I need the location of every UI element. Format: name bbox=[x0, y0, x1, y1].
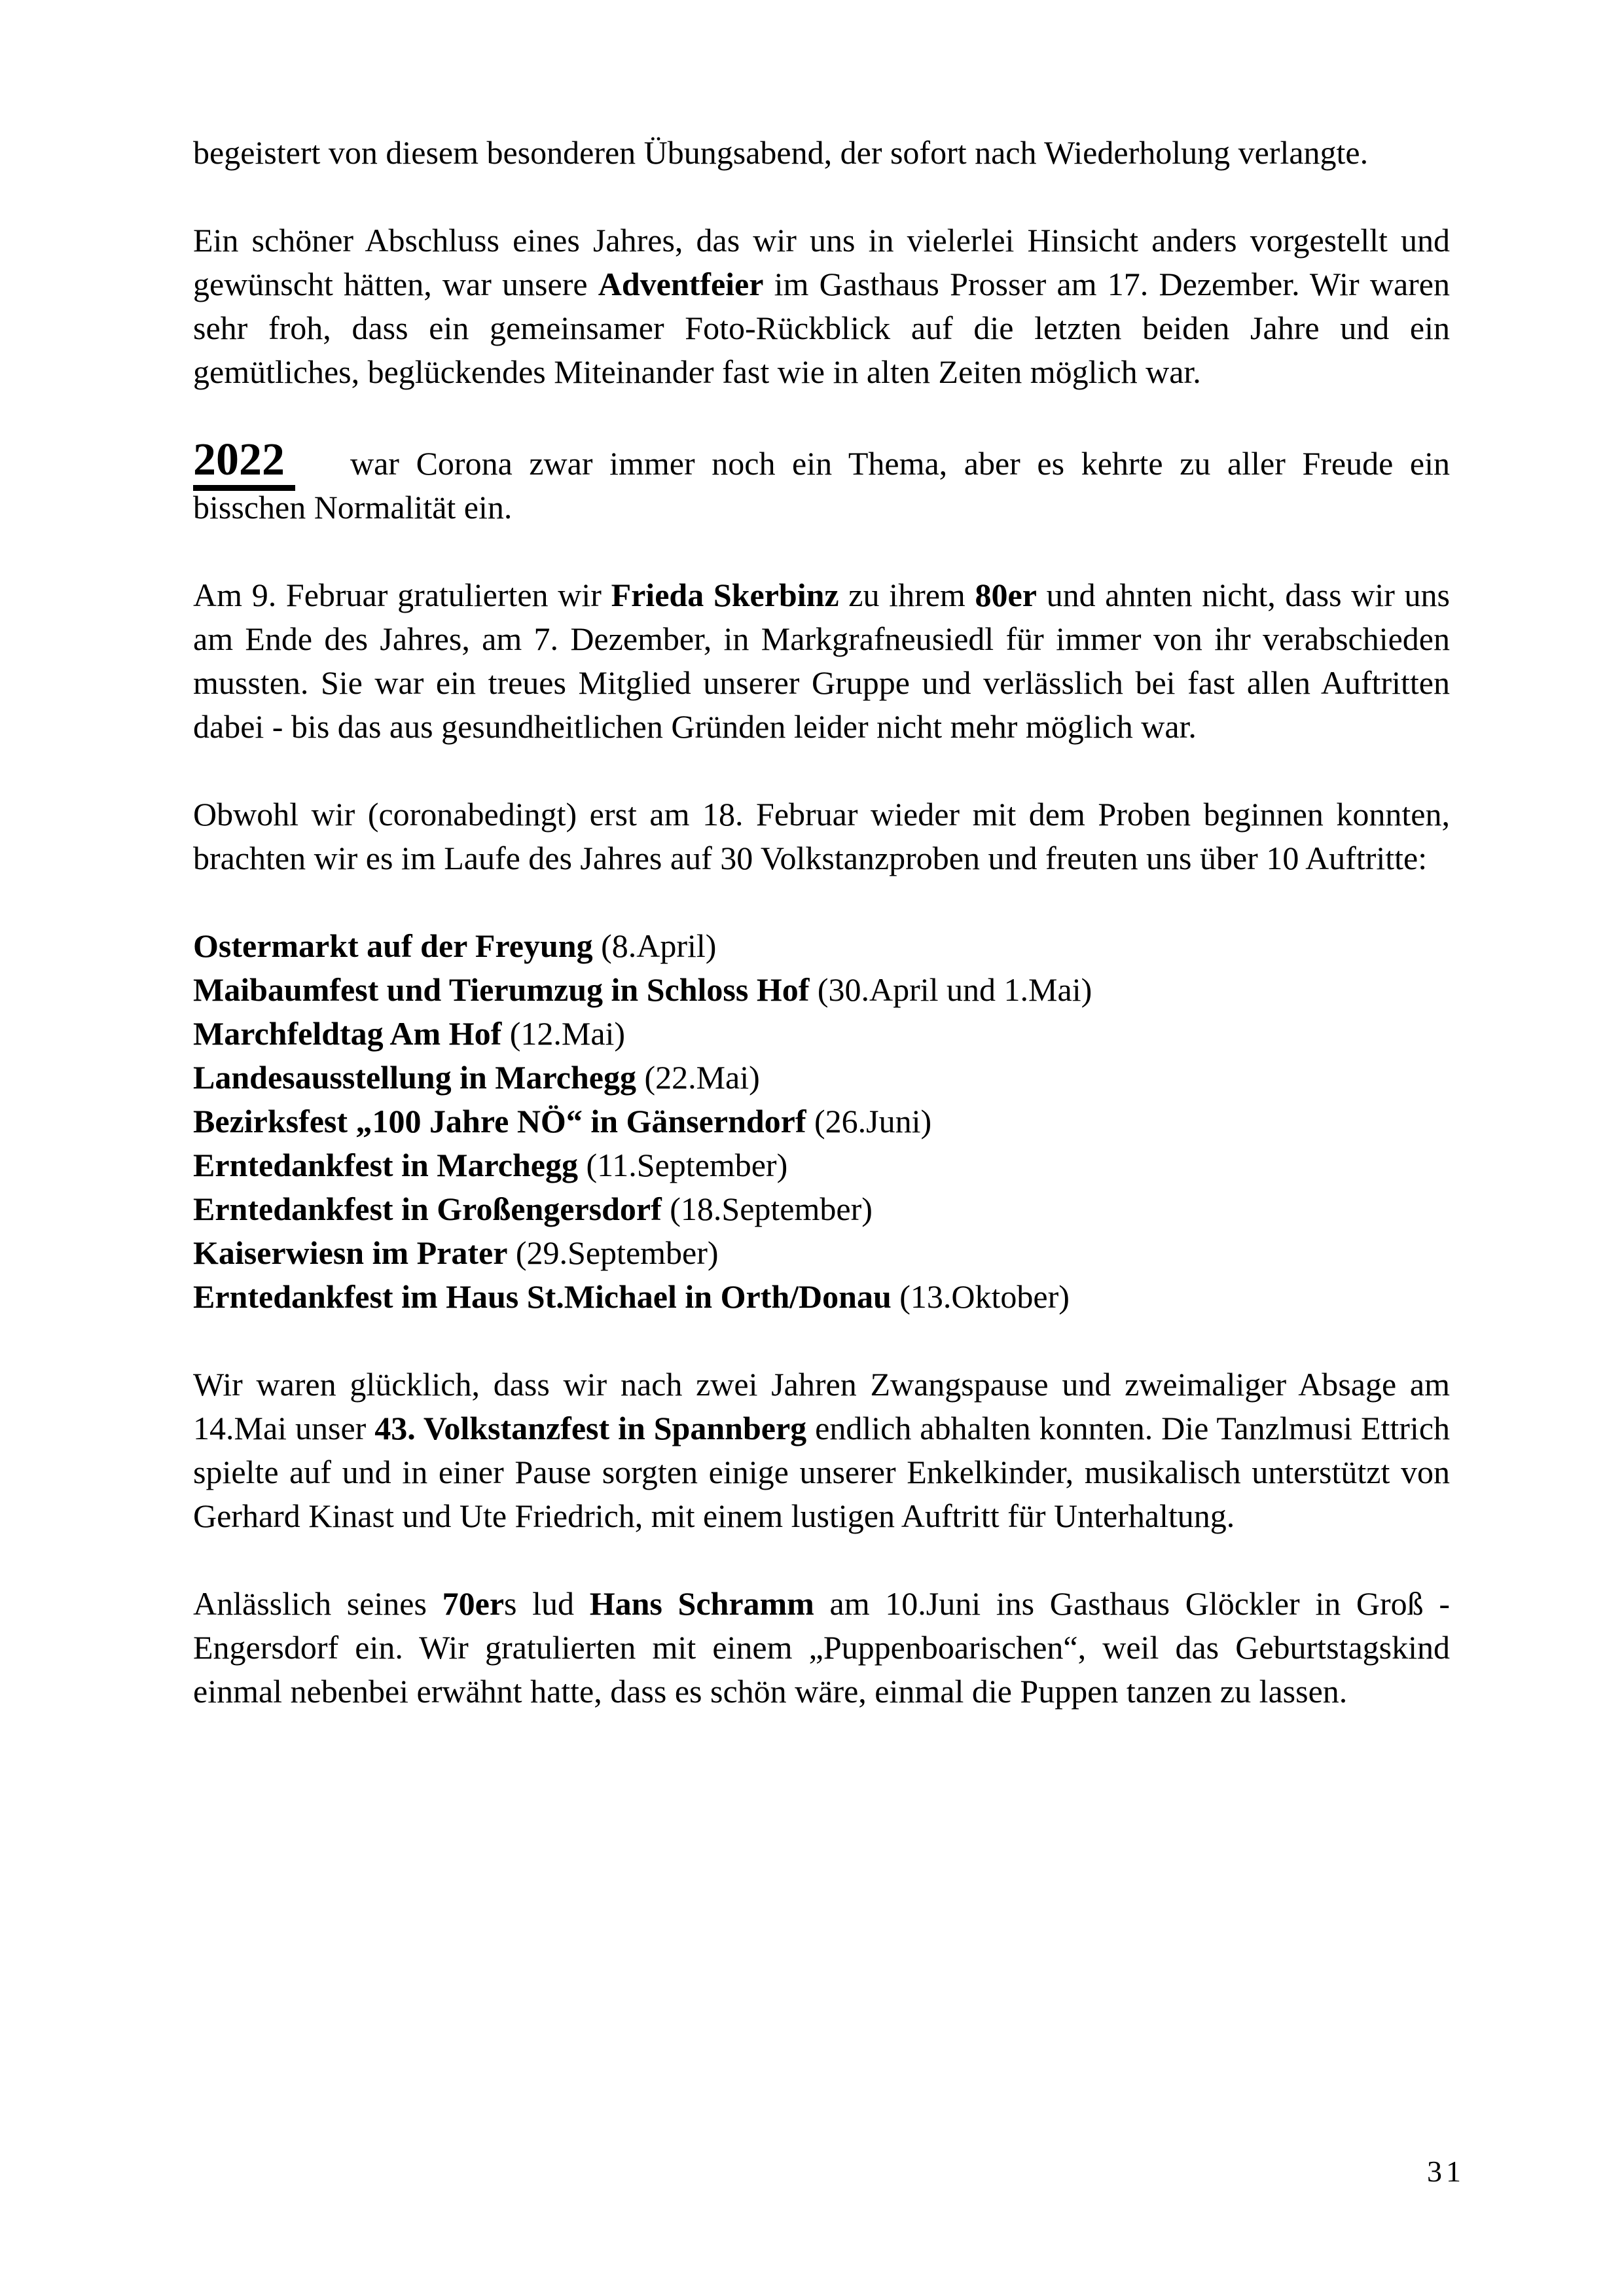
text-run: Wir waren glücklich, dass wir nach zwei Jahren Zwangspause und zweimaliger Absage am 14.Mai unser bbox=[193, 1366, 1450, 1446]
event-date: (30.April und 1.Mai) bbox=[809, 971, 1092, 1008]
bold-text-run: Adventfeier bbox=[598, 266, 764, 302]
event-list bbox=[193, 924, 1450, 1319]
text-run: begeistert von diesem besonderen Übungsabend, der sofort nach Wiederholung verlangte. bbox=[193, 134, 1369, 171]
event-date: (29.September) bbox=[507, 1234, 719, 1271]
bold-text-run: 70er bbox=[442, 1585, 505, 1622]
paragraph bbox=[193, 1363, 1450, 1538]
event-item bbox=[193, 1231, 1450, 1275]
paragraph bbox=[193, 219, 1450, 394]
event-date: (13.Oktober) bbox=[891, 1278, 1070, 1315]
event-date: (18.September) bbox=[661, 1191, 873, 1227]
event-item bbox=[193, 1012, 1450, 1056]
event-name: Marchfeldtag Am Hof bbox=[193, 1015, 502, 1052]
event-item bbox=[193, 1187, 1450, 1231]
event-name: Kaiserwiesn im Prater bbox=[193, 1234, 508, 1271]
event-date: (11.September) bbox=[577, 1147, 788, 1183]
event-date: (8.April) bbox=[592, 927, 717, 964]
event-item bbox=[193, 968, 1450, 1012]
bold-text-run: 43. Volkstanzfest in Spannberg bbox=[374, 1410, 807, 1446]
paragraph bbox=[193, 1582, 1450, 1713]
event-name: Erntedankfest in Marchegg bbox=[193, 1147, 578, 1183]
text-run: am 10.Juni ins Gasthaus Glöckler in Groß - Engersdorf ein. Wir gratulierten mit einem „Puppenboarischen“, weil das Geburtstagskind einmal nebenbei erwähnt hatte, dass es schön wäre, einmal die Puppen tanzen zu lassen. bbox=[193, 1585, 1451, 1710]
text-run: endlich abhalten konnten. Die Tanzlmusi Ettrich spielte auf und in einer Pause sorgten einige unserer Enkelkinder, musikalisch unterstützt von Gerhard Kinast und Ute Friedrich, mit einem lustigen Auftritt für Unterhaltung. bbox=[193, 1410, 1451, 1534]
event-date: (22.Mai) bbox=[636, 1059, 760, 1096]
paragraph bbox=[193, 131, 1450, 175]
event-name: Erntedankfest im Haus St.Michael in Orth/Donau bbox=[193, 1278, 892, 1315]
event-item bbox=[193, 1143, 1450, 1187]
event-date: (12.Mai) bbox=[501, 1015, 626, 1052]
bold-text-run: Frieda Skerbinz bbox=[611, 577, 839, 613]
event-date: (26.Juni) bbox=[806, 1103, 932, 1139]
event-name: Ostermarkt auf der Freyung bbox=[193, 927, 593, 964]
text-run: im Gasthaus Prosser am 17. Dezember. Wir waren sehr froh, dass ein gemeinsamer Foto-Rückblick auf die letzten beiden Jahre und ein gemütliches, beglückendes Miteinander fast wie in alten Zeiten möglich war. bbox=[193, 266, 1450, 390]
event-item bbox=[193, 924, 1450, 968]
event-name: Bezirksfest „100 Jahre NÖ“ in Gänserndorf bbox=[193, 1103, 806, 1139]
event-item bbox=[193, 1275, 1450, 1319]
event-item bbox=[193, 1100, 1450, 1143]
text-run: s lud bbox=[504, 1585, 590, 1622]
bold-text-run: Hans Schramm bbox=[589, 1585, 814, 1622]
text-run: Obwohl wir (coronabedingt) erst am 18. Februar wieder mit dem Proben beginnen konnten, brachten wir es im Laufe des Jahres auf 30 Volkstanzproben und freuten uns über 10 Auftritte: bbox=[193, 796, 1450, 876]
bold-text-run: 80er bbox=[975, 577, 1037, 613]
paragraph bbox=[193, 435, 1450, 529]
event-item bbox=[193, 1056, 1450, 1100]
text-run: Ein schöner Abschluss eines Jahres, das wir uns in vielerlei Hinsicht anders vorgestellt und gewünscht hätten, war unsere bbox=[193, 222, 1450, 302]
text-run: und ahnten nicht, dass wir uns am Ende des Jahres, am 7. Dezember, in Markgrafneusiedl für immer von ihr verabschieden mussten. Sie war ein treues Mitglied unserer Gruppe und verlässlich bei fast allen Auftritten dabei - bis das aus gesundheitlichen Gründen leider nicht mehr möglich war. bbox=[193, 577, 1451, 745]
event-name: Landesausstellung in Marchegg bbox=[193, 1059, 636, 1096]
page-number: 31 bbox=[1427, 2155, 1465, 2188]
event-name: Maibaumfest und Tierumzug in Schloss Hof bbox=[193, 971, 810, 1008]
event-name: Erntedankfest in Großengersdorf bbox=[193, 1191, 662, 1227]
text-run: Am 9. Februar gratulierten wir bbox=[193, 577, 611, 613]
paragraph bbox=[193, 793, 1450, 880]
text-run: Anlässlich seines bbox=[193, 1585, 442, 1622]
text-run: war Corona zwar immer noch ein Thema, aber es kehrte zu aller Freude ein bisschen Normalität ein. bbox=[193, 445, 1450, 526]
text-run: zu ihrem bbox=[839, 577, 975, 613]
year-heading: 2022 bbox=[193, 435, 295, 491]
paragraph bbox=[193, 573, 1450, 749]
document-content bbox=[193, 131, 1450, 1757]
